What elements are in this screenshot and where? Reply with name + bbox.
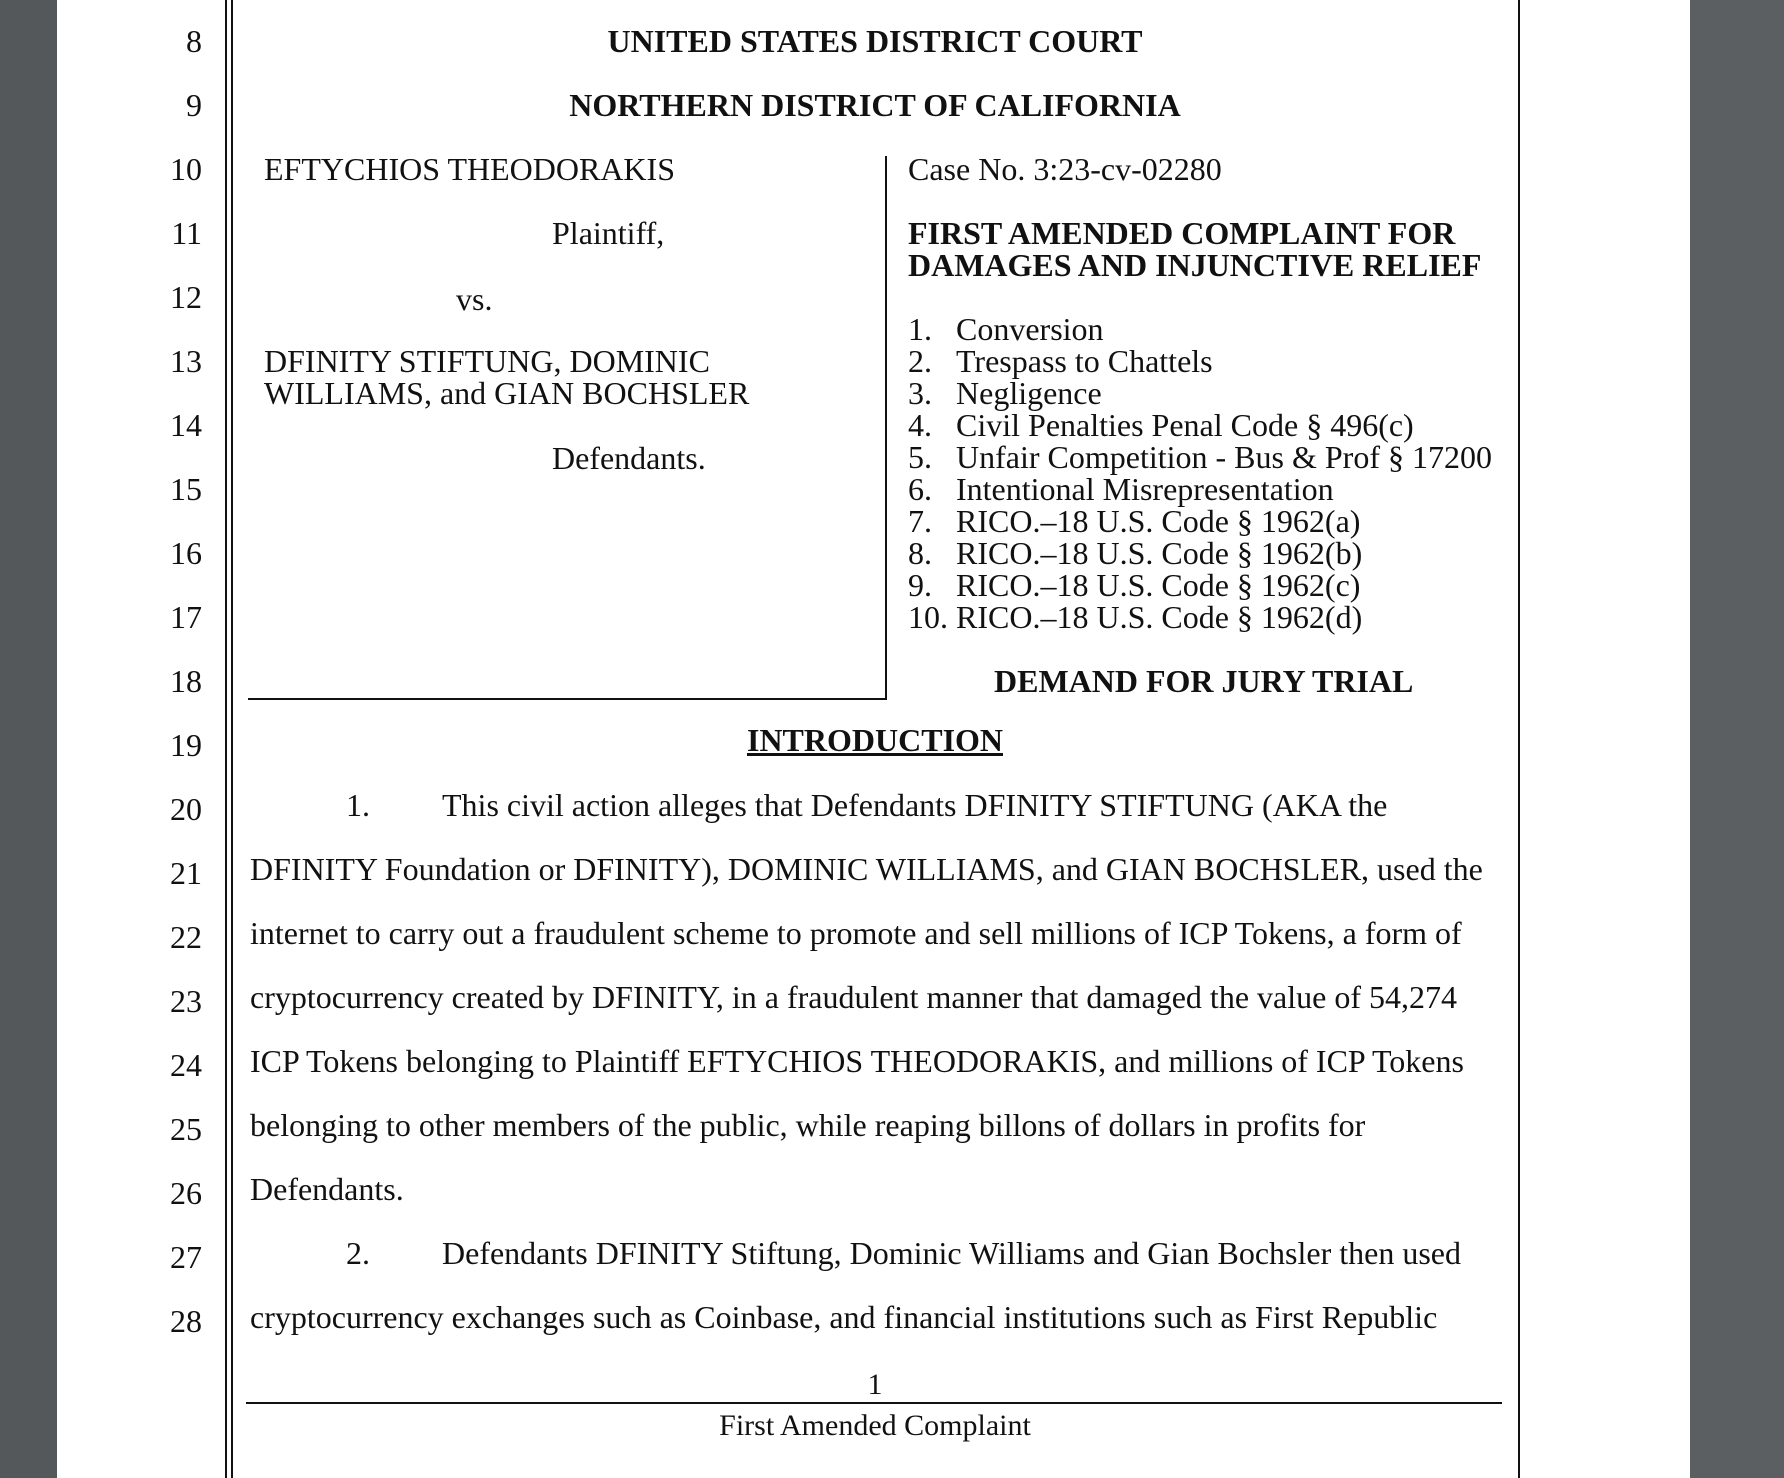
claim-item: 8. RICO.–18 U.S. Code § 1962(b) — [908, 535, 1363, 571]
paragraph-line: ICP Tokens belonging to Plaintiff EFTYCHIOS THEODORAKIS, and millions of ICP Tokens — [250, 1043, 1464, 1079]
paragraph-line: Defendants. — [250, 1171, 404, 1207]
claim-item: 2. Trespass to Chattels — [908, 343, 1213, 379]
paragraph-line: DFINITY Foundation or DFINITY), DOMINIC WILLIAMS, and GIAN BOCHSLER, used the — [250, 851, 1483, 887]
line-number: 21 — [170, 855, 202, 891]
plaintiff-name: EFTYCHIOS THEODORAKIS — [264, 151, 675, 187]
left-margin-rule-1 — [225, 0, 227, 1478]
claim-item: 9. RICO.–18 U.S. Code § 1962(c) — [908, 567, 1361, 603]
line-number: 8 — [186, 23, 202, 59]
caption-bottom-rule — [248, 698, 887, 700]
line-number: 23 — [170, 983, 202, 1019]
claim-item: 10. RICO.–18 U.S. Code § 1962(d) — [908, 599, 1363, 635]
line-number: 11 — [171, 215, 202, 251]
line-number: 17 — [170, 599, 202, 635]
line-number: 12 — [170, 279, 202, 315]
document-title-line2: DAMAGES AND INJUNCTIVE RELIEF — [908, 247, 1482, 283]
line-number: 9 — [186, 87, 202, 123]
document-title-line1: FIRST AMENDED COMPLAINT FOR — [908, 215, 1456, 251]
introduction-heading: INTRODUCTION — [746, 722, 1004, 758]
left-margin-rule-2 — [231, 0, 233, 1478]
paragraph-line: belonging to other members of the public, while reaping billons of dollars in profits for — [250, 1107, 1366, 1143]
paragraph-line: Defendants DFINITY Stiftung, Dominic Williams and Gian Bochsler then used — [442, 1235, 1461, 1271]
line-number: 14 — [170, 407, 202, 443]
footer-rule — [246, 1402, 1502, 1404]
line-number: 13 — [170, 343, 202, 379]
line-number: 20 — [170, 791, 202, 827]
line-number: 26 — [170, 1175, 202, 1211]
paragraph-number: 2. — [346, 1235, 370, 1271]
claim-item: 6. Intentional Misrepresentation — [908, 471, 1334, 507]
versus-label: vs. — [456, 281, 493, 317]
defendants-names-line1: DFINITY STIFTUNG, DOMINIC — [264, 343, 710, 379]
line-number: 22 — [170, 919, 202, 955]
viewer-right-gutter — [1690, 0, 1784, 1478]
right-margin-rule — [1518, 0, 1520, 1478]
paragraph-line: cryptocurrency created by DFINITY, in a fraudulent manner that damaged the value of 54,274 — [250, 979, 1457, 1015]
footer-title: First Amended Complaint — [719, 1409, 1031, 1442]
line-number: 15 — [170, 471, 202, 507]
claim-item: 5. Unfair Competition - Bus & Prof § 17200 — [908, 439, 1492, 475]
line-number: 16 — [170, 535, 202, 571]
page-number: 1 — [867, 1368, 883, 1401]
court-district: NORTHERN DISTRICT OF CALIFORNIA — [569, 87, 1181, 123]
defendants-label: Defendants. — [552, 440, 706, 476]
line-number: 28 — [170, 1303, 202, 1339]
line-number: 18 — [170, 663, 202, 699]
paragraph-line: internet to carry out a fraudulent scheme to promote and sell millions of ICP Tokens, a form of — [250, 915, 1462, 951]
plaintiff-label: Plaintiff, — [552, 215, 665, 251]
claim-item: 4. Civil Penalties Penal Code § 496(c) — [908, 407, 1414, 443]
viewer-left-gutter — [0, 0, 57, 1478]
defendants-names-line2: WILLIAMS, and GIAN BOCHSLER — [264, 375, 750, 411]
paragraph-number: 1. — [346, 787, 370, 823]
court-title: UNITED STATES DISTRICT COURT — [607, 23, 1143, 59]
line-number: 19 — [170, 727, 202, 763]
claim-item: 1. Conversion — [908, 311, 1104, 347]
claim-item: 7. RICO.–18 U.S. Code § 1962(a) — [908, 503, 1361, 539]
paragraph-line: This civil action alleges that Defendants DFINITY STIFTUNG (AKA the — [442, 787, 1388, 823]
case-number: Case No. 3:23-cv-02280 — [908, 151, 1222, 187]
caption-vertical-divider — [885, 156, 887, 700]
claim-item: 3. Negligence — [908, 375, 1102, 411]
line-number: 27 — [170, 1239, 202, 1275]
line-number: 10 — [170, 151, 202, 187]
paragraph-line: cryptocurrency exchanges such as Coinbase, and financial institutions such as First Republic — [250, 1299, 1438, 1335]
jury-demand: DEMAND FOR JURY TRIAL — [994, 663, 1414, 699]
line-number: 24 — [170, 1047, 202, 1083]
line-number: 25 — [170, 1111, 202, 1147]
